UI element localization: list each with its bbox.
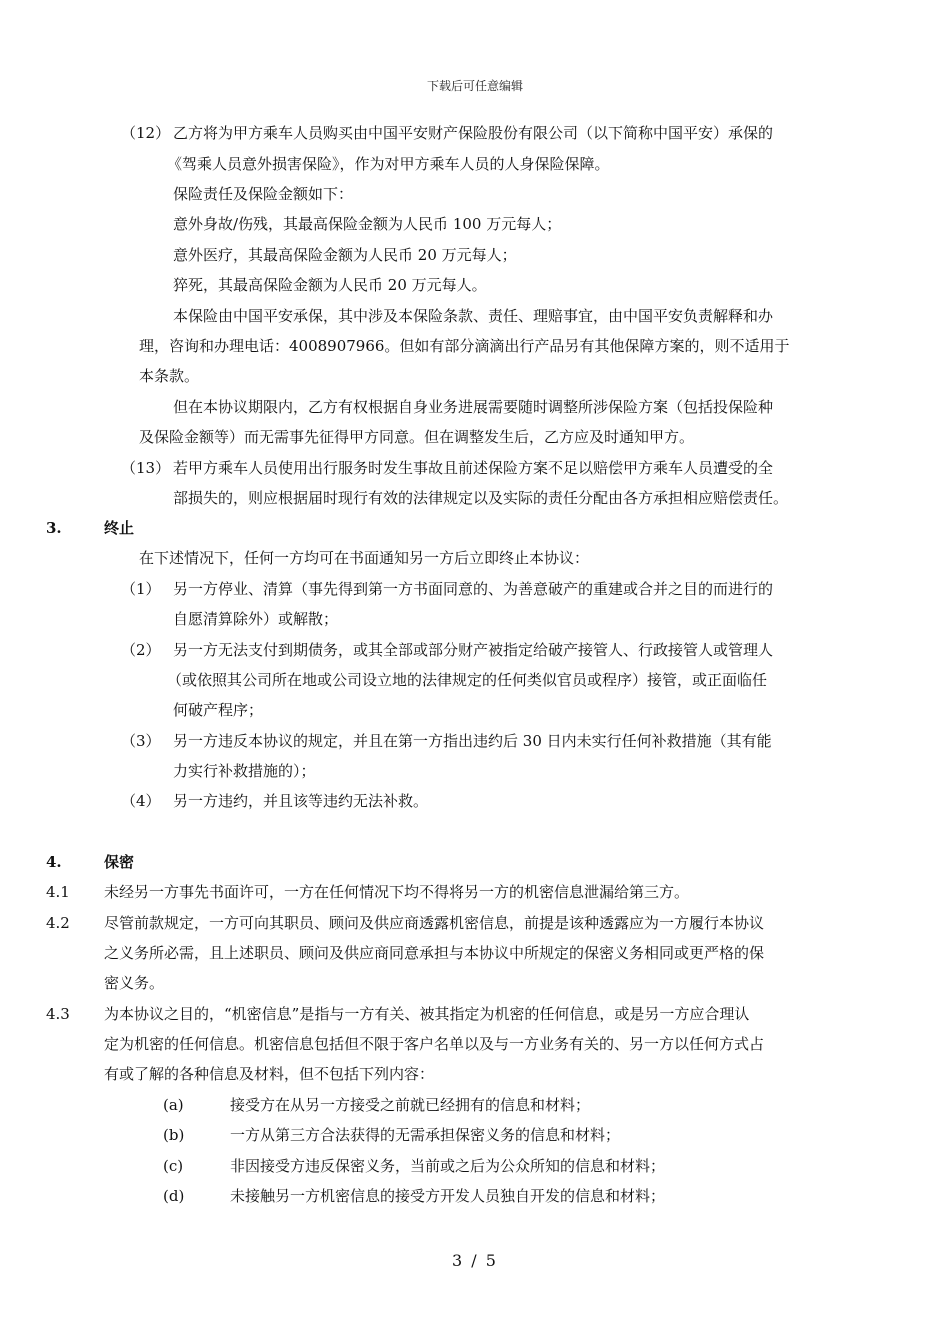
section-4-title: 保密 (104, 853, 135, 871)
sub-a-text: 接受方在从另一方接受之前就已经拥有的信息和材料； (230, 1096, 591, 1114)
item-3-line-1: 另一方违反本协议的规定，并且在第一方指出违约后 30 日内未实行任何补救措施（其有能 (173, 732, 772, 750)
item-12-number: （12） (121, 124, 171, 142)
item-12-line-7: 本保险由中国平安承保，其中涉及本保险条款、责任、理赔事宜，由中国平安负责解释和办 (173, 307, 774, 325)
item-12-line-6: 猝死，其最高保险金额为人民币 20 万元每人。 (173, 276, 487, 294)
clause-4-2-line-3: 密义务。 (104, 974, 165, 992)
sub-b-number: (b) (163, 1126, 185, 1144)
item-3-number: （3） (121, 732, 161, 750)
sub-c-text: 非因接受方违反保密义务，当前或之后为公众所知的信息和材料； (230, 1157, 666, 1175)
section-3-title: 终止 (104, 519, 135, 537)
page-header: 下载后可任意编辑 (426, 79, 523, 93)
item-12-line-9: 本条款。 (139, 367, 200, 385)
sub-d-number: (d) (163, 1187, 185, 1205)
clause-4-2-number: 4.2 (46, 914, 70, 932)
item-3-line-2: 力实行补救措施的）； (173, 762, 316, 780)
sub-d-text: 未接触另一方机密信息的接受方开发人员独自开发的信息和材料； (230, 1187, 666, 1205)
item-12-line-10: 但在本协议期限内，乙方有权根据自身业务进展需要随时调整所涉保险方案（包括投保险种 (173, 398, 774, 416)
sub-c-number: (c) (163, 1157, 184, 1175)
clause-4-1-number: 4.1 (46, 883, 70, 901)
section-3-intro: 在下述情况下，任何一方均可在书面通知另一方后立即终止本协议： (139, 549, 590, 567)
clause-4-3-line-2: 定为机密的任何信息。机密信息包括但不限于客户名单以及与一方业务有关的、另一方以任何方式占 (104, 1035, 765, 1053)
item-12-line-3: 保险责任及保险金额如下： (173, 185, 354, 203)
clause-4-1-line-1: 未经另一方事先书面许可，一方在任何情况下均不得将另一方的机密信息泄漏给第三方。 (104, 883, 690, 901)
clause-4-2-line-1: 尽管前款规定，一方可向其职员、顾问及供应商透露机密信息，前提是该种透露应为一方履行本协议 (104, 914, 765, 932)
sub-b-text: 一方从第三方合法获得的无需承担保密义务的信息和材料； (230, 1126, 621, 1144)
item-12-line-1: 乙方将为甲方乘车人员购买由中国平安财产保险股份有限公司（以下简称中国平安）承保的 (173, 124, 774, 142)
item-4-line-1: 另一方违约，并且该等违约无法补救。 (173, 792, 429, 810)
clause-4-3-line-1: 为本协议之目的，“机密信息”是指与一方有关、被其指定为机密的任何信息，或是另一方应合理认 (104, 1005, 750, 1023)
section-4-number: 4. (46, 853, 62, 871)
item-13-line-1: 若甲方乘车人员使用出行服务时发生事故且前述保险方案不足以赔偿甲方乘车人员遭受的全 (173, 459, 774, 477)
item-2-line-2: （或依照其公司所在地或公司设立地的法律规定的任何类似官员或程序）接管，或正面临任 (167, 671, 768, 689)
item-13-line-2: 部损失的，则应根据届时现行有效的法律规定以及实际的责任分配由各方承担相应赔偿责任。 (173, 489, 789, 507)
section-3-number: 3. (46, 519, 62, 537)
clause-4-2-line-2: 之义务所必需，且上述职员、顾问及供应商同意承担与本协议中所规定的保密义务相同或更严格的保 (104, 944, 765, 962)
item-1-line-1: 另一方停业、清算（事先得到第一方书面同意的、为善意破产的重建或合并之目的而进行的 (173, 580, 774, 598)
item-12-line-8: 理，咨询和办理电话：4008907966。但如有部分滴滴出行产品另有其他保障方案的，则不适用于 (139, 337, 790, 355)
item-1-line-2: 自愿清算除外）或解散； (173, 610, 339, 628)
page-number: 3 / 5 (452, 1251, 498, 1270)
item-12-line-11: 及保险金额等）而无需事先征得甲方同意。但在调整发生后，乙方应及时通知甲方。 (139, 428, 695, 446)
item-1-number: （1） (121, 580, 161, 598)
item-4-number: （4） (121, 792, 161, 810)
sub-a-number: (a) (163, 1096, 184, 1114)
item-12-line-2: 《驾乘人员意外损害保险》，作为对甲方乘车人员的人身保险保障。 (167, 155, 610, 173)
item-2-line-3: 何破产程序； (173, 701, 264, 719)
clause-4-3-number: 4.3 (46, 1005, 70, 1023)
item-12-line-5: 意外医疗，其最高保险金额为人民币 20 万元每人； (173, 246, 517, 264)
clause-4-3-line-3: 有或了解的各种信息及材料，但不包括下列内容： (104, 1065, 435, 1083)
item-2-number: （2） (121, 641, 161, 659)
item-12-line-4: 意外身故/伤残，其最高保险金额为人民币 100 万元每人； (173, 215, 562, 233)
item-2-line-1: 另一方无法支付到期债务，或其全部或部分财产被指定给破产接管人、行政接管人或管理人 (173, 641, 774, 659)
item-13-number: （13） (121, 459, 171, 477)
